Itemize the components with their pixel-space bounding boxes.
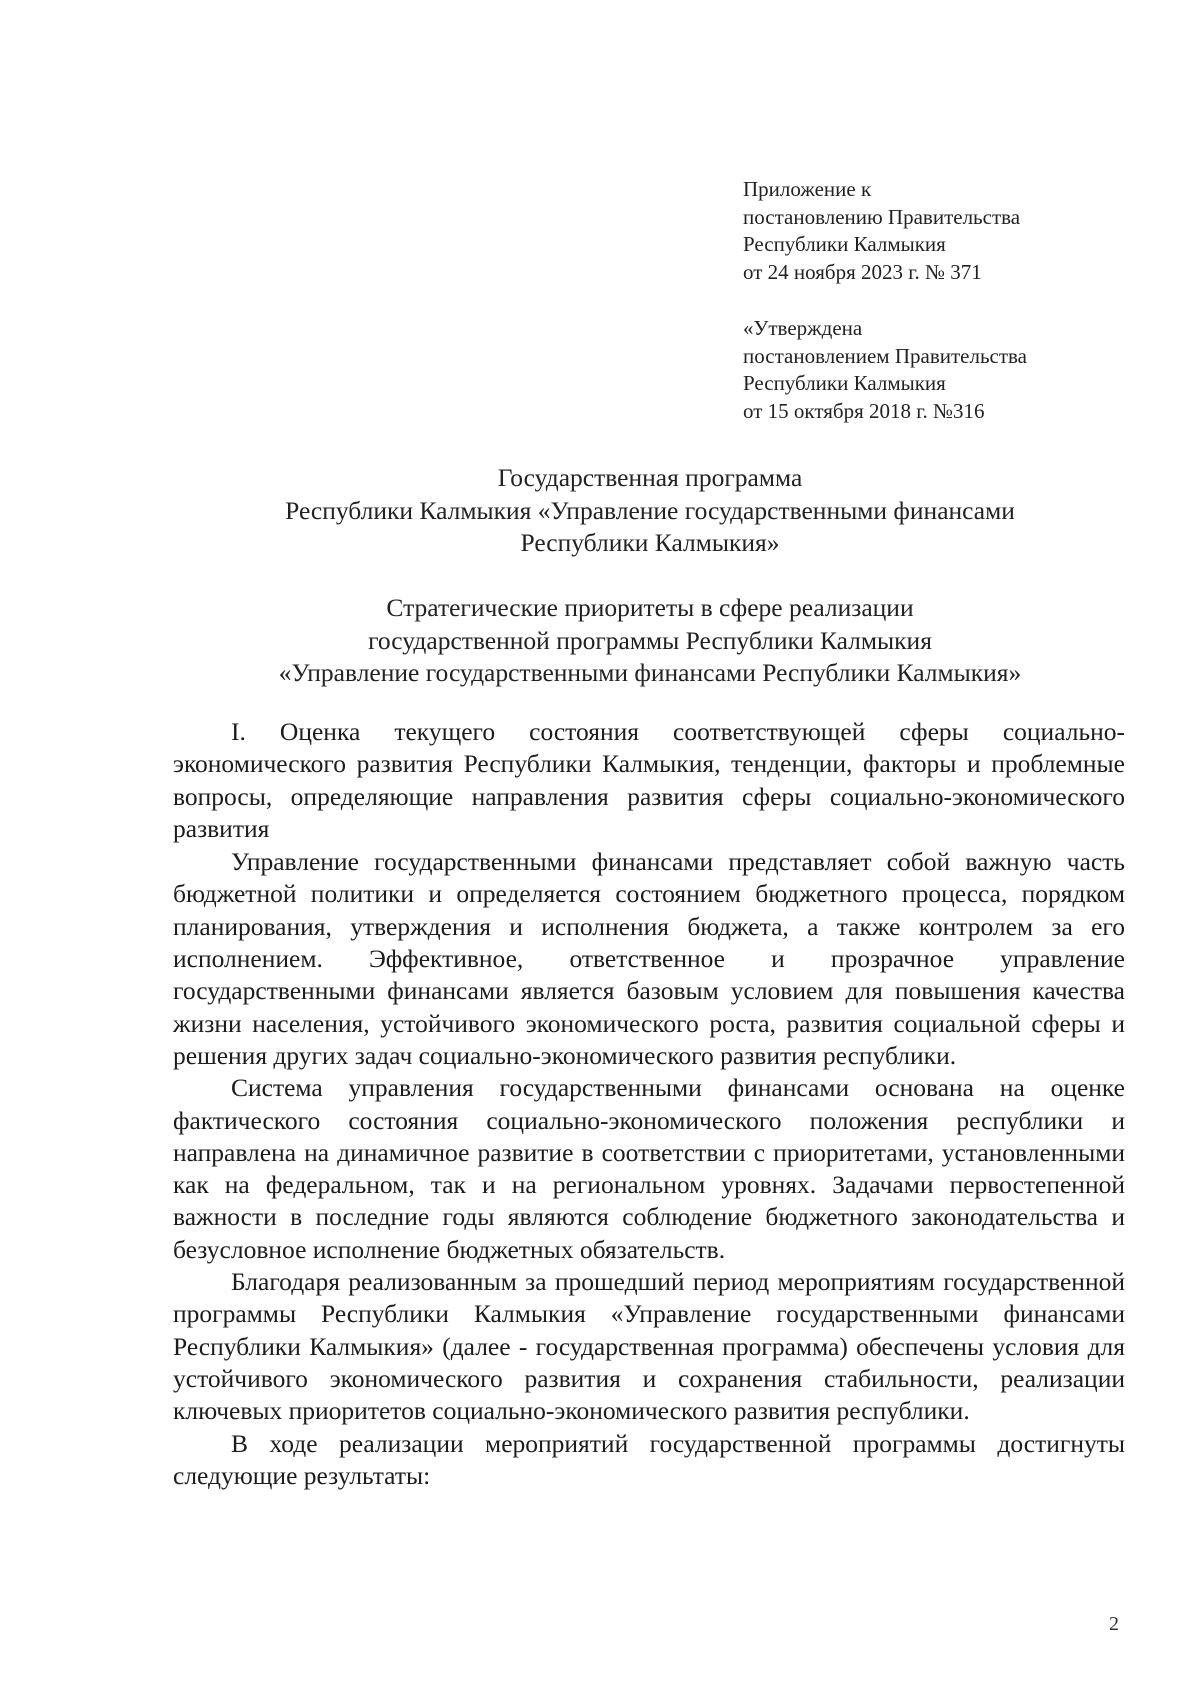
program-title bbox=[130, 462, 1170, 560]
priorities-title-line: государственной программы Республики Калмыкия bbox=[368, 625, 932, 655]
section-body bbox=[173, 716, 1125, 1492]
approval-approved-line: постановлением Правительства bbox=[743, 343, 1028, 368]
priorities-title bbox=[130, 592, 1170, 690]
body-paragraph: Управление государственными финансами представляет собой важную часть бюджетной политики и определяется состоянием бюджетного процесса, порядком планирования, утверждения и исполнения бюджета, а также контролем за его исполнением. Эффективное, ответственное и прозрачное управление государственными финансами является базовым условием для повышения качества жизни населения, устойчивого экономического роста, развития социальной сферы и решения других задач социально-экономического развития республики. bbox=[173, 847, 1125, 1070]
section-heading: I. Оценка текущего состояния соответствующей сферы социально-экономического развития Республики Калмыкия, тенденции, факторы и проблемные вопросы, определяющие направления развития сферы социально-экономического развития bbox=[173, 717, 1125, 843]
priorities-title-line: «Управление государственными финансами Республики Калмыкия» bbox=[278, 658, 1022, 687]
approval-annex-line: от 24 ноября 2023 г. № 371 bbox=[743, 259, 982, 284]
approval-annex-line: Приложение к bbox=[743, 177, 872, 201]
approval-annex-line: постановлению Правительства bbox=[743, 204, 1021, 229]
program-title-line: Государственная программа bbox=[497, 463, 803, 492]
approval-approved-line: от 15 октября 2018 г. №316 bbox=[743, 398, 985, 423]
program-title-line: Республики Калмыкия «Управление государственными финансами bbox=[285, 495, 1015, 525]
approval-annex-block bbox=[743, 176, 1020, 286]
approval-approved-line: «Утверждена bbox=[743, 316, 863, 340]
approval-annex-line: Республики Калмыкия bbox=[743, 232, 946, 256]
body-paragraph: В ходе реализации мероприятий государственной программы достигнуты следующие результаты: bbox=[173, 1428, 1125, 1490]
page-number: 2 bbox=[1109, 1613, 1119, 1635]
program-title-line: Республики Калмыкия» bbox=[520, 528, 780, 557]
body-paragraph: Благодаря реализованным за прошедший период мероприятиям государственной программы Республики Калмыкия «Управление государственными финансами Республики Калмыкия» (далее - государственная программа) обеспечены условия для устойчивого экономического развития и сохранения стабильности, реализации ключевых приоритетов социально-экономического развития республики. bbox=[173, 1267, 1125, 1426]
body-paragraph: Система управления государственными финансами основана на оценке фактического состояния социально-экономического положения республики и направлена на динамичное развитие в соответствии с приоритетами, установленными как на федеральном, так и на региональном уровнях. Задачами первостепенной важности в последние годы являются соблюдение бюджетного законодательства и безусловное исполнение бюджетных обязательств. bbox=[173, 1073, 1125, 1264]
approval-approved-block bbox=[743, 315, 1027, 425]
approval-approved-line: Республики Калмыкия bbox=[743, 371, 946, 395]
priorities-title-line: Стратегические приоритеты в сфере реализации bbox=[386, 593, 914, 622]
